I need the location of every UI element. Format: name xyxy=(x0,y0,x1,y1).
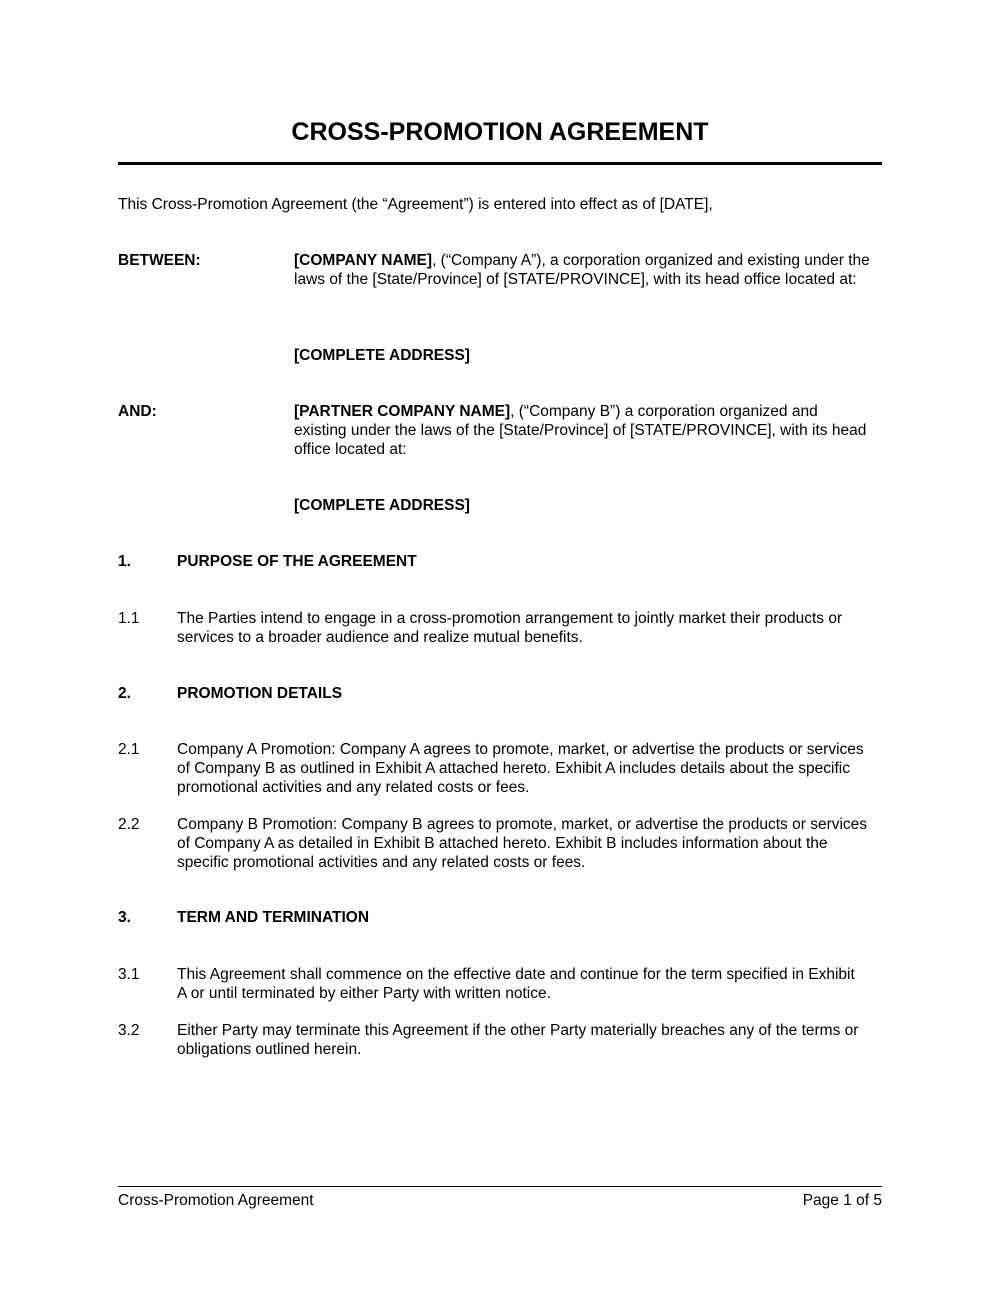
party-a-paragraph xyxy=(294,251,886,289)
party-b-name: [PARTNER COMPANY NAME] xyxy=(294,403,511,420)
section-2-heading: PROMOTION DETAILS xyxy=(177,685,343,702)
clause-2-2-number: 2.2 xyxy=(118,816,140,833)
party-a-address: [COMPLETE ADDRESS] xyxy=(294,347,470,364)
clause-1-1-text: The Parties intend to engage in a cross-promotion arrangement to jointly market their products or services to a broader audience and realize mutual benefits. xyxy=(177,610,843,646)
section-1-number: 1. xyxy=(118,553,131,570)
clause-2-2-text: Company B Promotion: Company B agrees to promote, market, or advertise the products or services of Company A as detailed in Exhibit B attached hereto. Exhibit B includes information about the specific promotional activities and any related costs or fees. xyxy=(177,816,868,871)
party-a-description: , (“Company A”), a corporation organized and existing under the laws of the [State/Province] of [STATE/PROVINCE], with its head office located at: xyxy=(294,252,870,288)
party-b-address: [COMPLETE ADDRESS] xyxy=(294,497,470,514)
section-2-number: 2. xyxy=(118,685,131,702)
clause-3-2-number: 3.2 xyxy=(118,1022,140,1039)
party-a-label: BETWEEN: xyxy=(118,252,201,269)
clause-1-1-number: 1.1 xyxy=(118,610,140,627)
footer-divider xyxy=(118,1186,882,1187)
clause-2-1-text: Company A Promotion: Company A agrees to promote, market, or advertise the products or services of Company B as outlined in Exhibit A attached hereto. Exhibit A includes details about the specific promotional activities and any related costs or fees. xyxy=(177,741,864,796)
party-b-paragraph xyxy=(294,402,869,459)
section-1-heading: PURPOSE OF THE AGREEMENT xyxy=(177,553,417,570)
footer-page-number: Page 1 of 5 xyxy=(802,1192,882,1209)
footer-document-name: Cross-Promotion Agreement xyxy=(118,1192,314,1209)
title-divider xyxy=(118,162,882,165)
party-b-description: , (“Company B”) a corporation organized and existing under the laws of the [State/Province] of [STATE/PROVINCE], with its head office located at: xyxy=(294,403,867,458)
party-b-label: AND: xyxy=(118,403,157,420)
section-3-number: 3. xyxy=(118,909,131,926)
clause-3-1-text: This Agreement shall commence on the effective date and continue for the term specified in Exhibit A or until terminated by either Party with written notice. xyxy=(177,966,855,1002)
page-title: CROSS-PROMOTION AGREEMENT xyxy=(291,118,709,146)
clause-3-1-number: 3.1 xyxy=(118,966,140,983)
clause-3-2-text: Either Party may terminate this Agreement if the other Party materially breaches any of the terms or obligations outlined herein. xyxy=(177,1022,859,1058)
clause-2-1-number: 2.1 xyxy=(118,741,140,758)
section-3-heading: TERM AND TERMINATION xyxy=(177,909,370,926)
party-a-name: [COMPANY NAME] xyxy=(294,252,433,269)
intro-paragraph: This Cross-Promotion Agreement (the “Agreement”) is entered into effect as of [DATE], xyxy=(118,196,713,213)
